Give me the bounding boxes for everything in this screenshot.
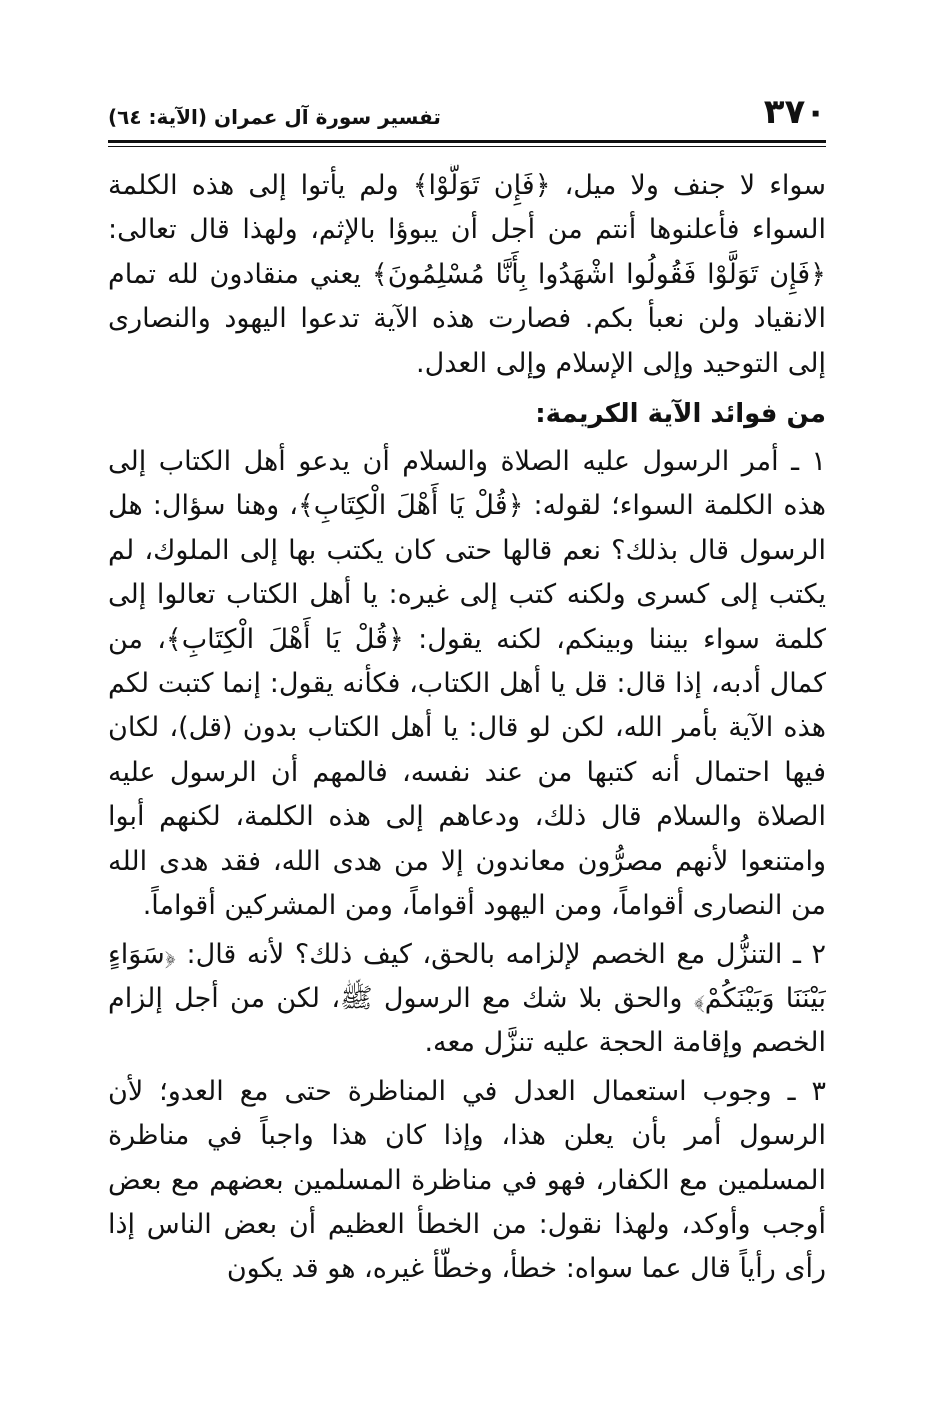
header-rule-thick xyxy=(108,140,826,143)
running-title: تفسير سورة آل عمران (الآية: ٦٤) xyxy=(108,105,441,129)
body-text xyxy=(108,164,826,1334)
page-header xyxy=(108,90,826,138)
header-rule-thin xyxy=(108,146,826,147)
section-heading: من فوائد الآية الكريمة: xyxy=(535,399,826,430)
benefit-3-paragraph: ٣ ـ وجوب استعمال العدل في المناظرة حتى مع العدو؛ لأن الرسول أمر بأن يعلن هذا، وإذا كان هذا واجباً في مناظرة المسلمين مع الكفار، فهو في مناظرة المسلمين بعضهم مع بعض أوجب وأوكد، ولهذا نقول: من الخطأ العظيم أن بعض الناس إذا رأى رأياً قال عما سواه: خطأ، وخطّأ غيره، هو قد يكون xyxy=(108,1075,826,1285)
page-number: ٣٧٠ xyxy=(763,92,826,132)
benefit-2-paragraph: ٢ ـ التنزُّل مع الخصم لإلزامه بالحق، كيف ذلك؟ لأنه قال: ﴿سَوَاءٍ بَيْنَنَا وَبَيْنَكُمْ﴾ والحق بلا شك مع الرسول ﷺ، لكن من أجل إلزام الخصم وإقامة الحجة عليه تنزَّل معه. xyxy=(108,938,826,1059)
intro-paragraph: سواء لا جنف ولا ميل، ﴿فَإِن تَوَلَّوْا﴾ ولم يأتوا إلى هذه الكلمة السواء فأعلنوها أنتم من أجل أن يبوؤا بالإثم، ولهذا قال تعالى: ﴿فَإِن تَوَلَّوْا فَقُولُوا اشْهَدُوا بِأَنَّا مُسْلِمُونَ﴾ يعني منقادون لله تمام الانقياد ولن نعبأ بكم. فصارت هذه الآية تدعوا اليهود والنصارى إلى التوحيد وإلى الإسلام وإلى العدل. xyxy=(108,170,826,379)
benefit-1-paragraph: ١ ـ أمر الرسول عليه الصلاة والسلام أن يدعو أهل الكتاب إلى هذه الكلمة السواء؛ لقوله: ﴿قُلْ يَا أَهْلَ الْكِتَابِ﴾، وهنا سؤال: هل الرسول قال بذلك؟ نعم قالها حتى كان يكتب بها إلى الملوك، لم يكتب إلى كسرى ولكنه كتب إلى غيره: يا أهل الكتاب تعالوا إلى كلمة سواء بيننا وبينكم، لكنه يقول: ﴿قُلْ يَا أَهْلَ الْكِتَابِ﴾، من كمال أدبه، إذا قال: قل يا أهل الكتاب، فكأنه يقول: إنما كتبت لكم هذه الآية بأمر الله، لكن لو قال: يا أهل الكتاب بدون (قل)، لكان فيها احتمال أنه كتبها من عند نفسه، فالمهم أن الرسول عليه الصلاة والسلام قال ذلك، ودعاهم إلى هذه الكلمة، لكنهم أبوا وامتنعوا لأنهم مصرُّون معاندون إلا من هدى الله، فقد هدى الله من النصارى أقواماً، ومن اليهود أقواماً، ومن المشركين أقواماً. xyxy=(108,446,826,922)
